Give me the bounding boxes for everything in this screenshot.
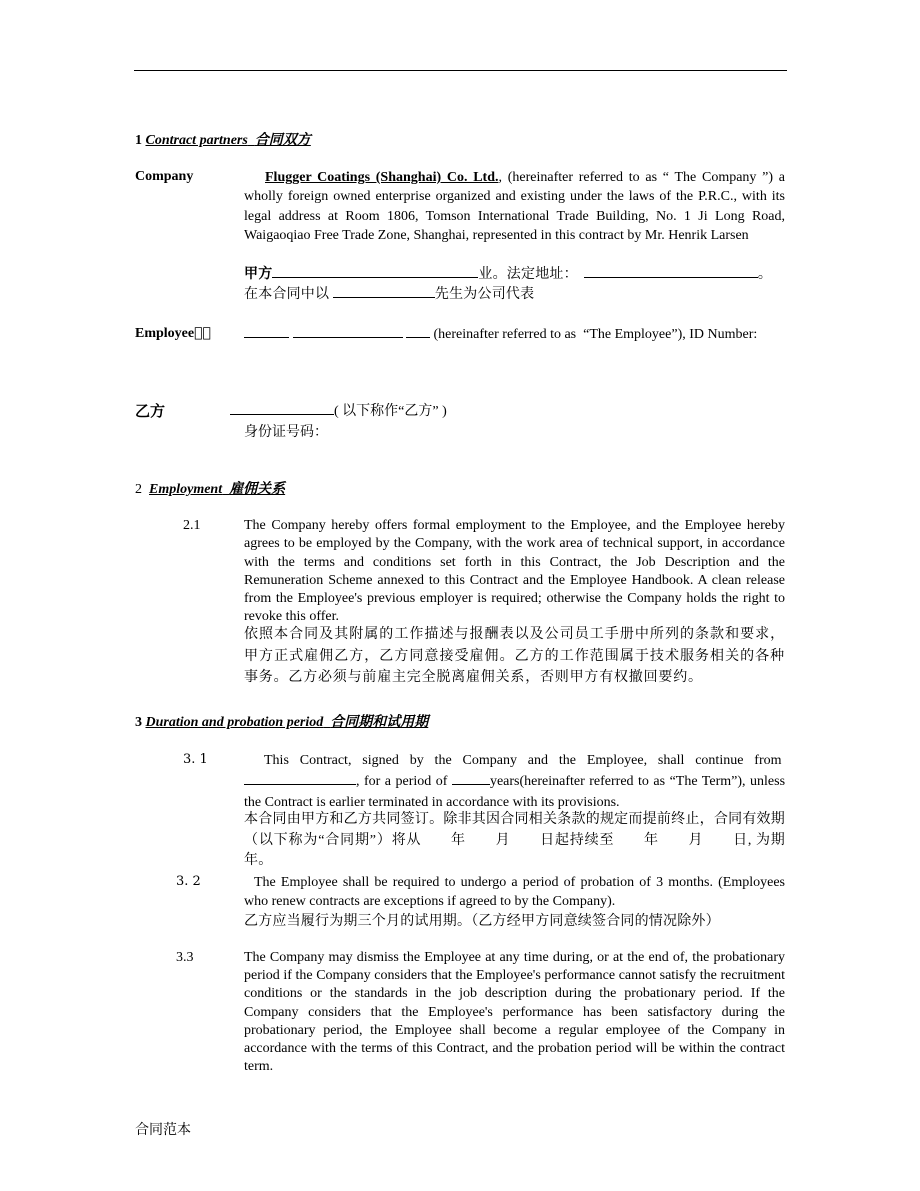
party-b-text: ( 以下称作“乙方” )	[334, 404, 447, 419]
employee-label	[135, 325, 211, 342]
party-b-label: 乙方	[135, 404, 166, 420]
company-paragraph	[244, 168, 785, 245]
clause-3-2-cn: 乙方应当履行为期三个月的试用期。（乙方经甲方同意续签合同的情况除外）	[244, 914, 720, 929]
blank-party-b-name[interactable]	[230, 401, 334, 415]
clause-number: 2.1	[183, 518, 201, 533]
company-cn-line2	[244, 284, 785, 305]
clause-3-1-cn: 本合同由甲方和乙方共同签订。除非其因合同相关条款的规定而提前终止，合同有效期（以下称为“合同期”）将从 年 月 日起持续至 年 月 日, 为期 年。	[244, 812, 814, 868]
company-text-1: , (hereinafter referred to as	[498, 170, 663, 185]
section-2-heading	[135, 478, 285, 498]
party-b-line	[230, 400, 447, 420]
clause-2-1-en: The Company hereby offers formal employment to the Employee, and the Employee hereby agrees to be employed by the Company, with the work area of technical support, in accordance with the terms and conditions set forth in this Contract, the Job Description and the Remuneration Scheme annexed to this Contract and the Employee Handbook. A clean release from the Employee's previous employer is required; otherwise the Company holds the right to revoke this offer.	[244, 518, 785, 625]
clause-3-1-text-c: years(hereinafter referred to as	[489, 774, 670, 790]
blank-start-date[interactable]	[244, 771, 356, 785]
header-rule	[134, 70, 787, 71]
clause-3-1-quote: “The Term”	[669, 774, 738, 790]
employee-quote: “The Employee”	[583, 327, 678, 342]
employee-text: (hereinafter referred to as	[430, 327, 580, 342]
section-title: Contract partners	[145, 133, 248, 148]
section-title-cn: 合同期和试用期	[330, 715, 429, 730]
representative-label: 在本合同中以	[244, 287, 330, 302]
employee-label-text: Employee	[135, 326, 195, 341]
clause-3-2-en	[244, 874, 785, 912]
blank-employee-2[interactable]	[293, 324, 403, 338]
section-title: Duration and probation period	[145, 715, 324, 730]
blank-representative[interactable]	[333, 284, 435, 298]
section-number: 3	[135, 715, 142, 730]
blank-legal-address[interactable]	[584, 264, 758, 278]
company-cn-line1	[244, 264, 785, 285]
clause-3-2-en-text: The Employee shall be required to undergo a period of probation of 3 months. (Employees who renew contracts are exceptions if agreed to by the Company).	[244, 875, 785, 909]
blank-employee-3[interactable]	[406, 324, 430, 338]
party-b-id-label: 身份证号码：	[244, 425, 328, 440]
clause-3-1-text-d: ), unless the Contract is earlier terminated in accordance with its provisions.	[244, 774, 786, 810]
blank-years[interactable]	[452, 771, 490, 785]
period: 。	[757, 267, 773, 282]
section-number: 1	[135, 133, 142, 148]
clause-number: 3. 2	[176, 874, 201, 889]
company-quote: “ The Company ”	[662, 170, 769, 185]
clause-2-1-cn: 依照本合同及其附属的工作描述与报酬表以及公司员工手册中所列的条款和要求，甲方正式雇佣乙方，乙方同意接受雇佣。乙方的工作范围属于技术服务相关的各种事务。乙方必须与前雇主完全脱离雇佣关系，否则甲方有权撤回要约。	[244, 627, 785, 685]
clause-number: 3.3	[176, 950, 194, 965]
legal-address-label: 业。法定地址：	[478, 267, 578, 282]
section-3-heading	[135, 711, 428, 731]
employee-id-label: ), ID Number:	[677, 327, 758, 342]
blank-company-name[interactable]	[272, 264, 478, 278]
company-name: Flugger Coatings (Shanghai) Co. Ltd.	[265, 170, 499, 185]
party-a-label: 甲方	[244, 267, 273, 282]
clause-number: 3. 1	[183, 752, 208, 767]
section-title-cn: 合同双方	[254, 133, 311, 148]
footer-text: 合同范本	[135, 1123, 191, 1138]
section-title-cn: 雇佣关系	[229, 482, 286, 497]
clause-3-1-text-a: This Contract, signed by the Company and the Employee, shall continue from	[264, 753, 782, 768]
clause-3-1-en	[244, 751, 785, 813]
representative-suffix: 先生为公司代表	[434, 287, 535, 302]
clause-3-3-en: The Company may dismiss the Employee at any time during, or at the end of, the probationary period if the Company considers that the Employee's performance cannot satisfy the recruitment conditions or the standards in the job description during the probationary period. If the Company considers that the Employee's performance has been satisfactory during the probationary period, the Employee shall become a regular employee of the Company in accordance with the terms of this Contract, and the probation period will be within the contract term.	[244, 950, 785, 1075]
employee-label-tail:   	[194, 325, 211, 341]
section-number: 2	[135, 482, 142, 497]
blank-employee-1[interactable]	[244, 324, 289, 338]
section-1-heading	[135, 129, 311, 149]
company-text-2: ) a wholly foreign owned enterprise organized and existing under the laws of the P.R.C., with its legal address at Room 1806, Tomson International Trade Building, No. 1 Ji Long Road, Waigaoqiao Free Trade Zone, Shanghai, represented in this contract by Mr. Henrik Larsen	[244, 170, 785, 243]
company-label: Company	[135, 169, 194, 184]
employee-paragraph	[244, 324, 785, 344]
section-title: Employment	[149, 482, 223, 497]
clause-3-1-text-b: , for a period of	[356, 774, 448, 790]
